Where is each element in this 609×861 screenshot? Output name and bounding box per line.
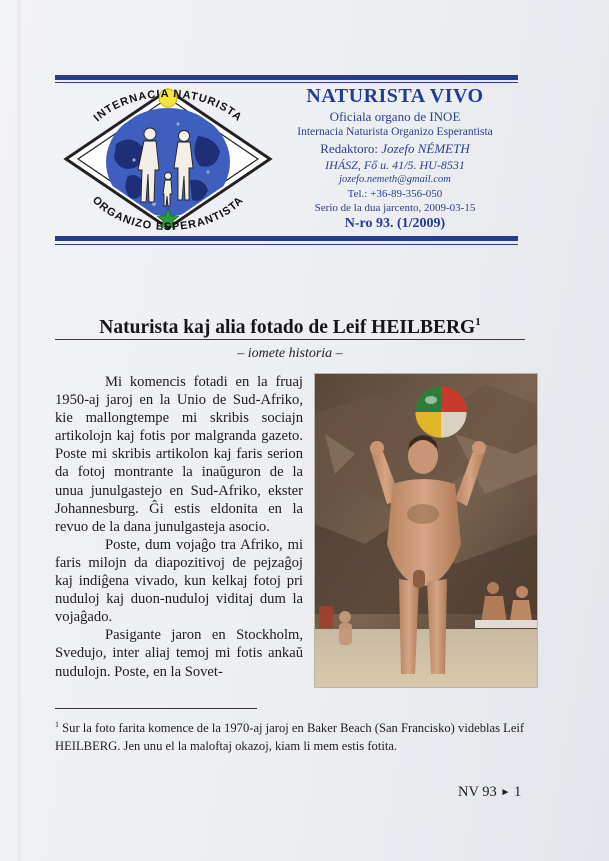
issue-number: N-ro 93. (1/2009) [344, 216, 446, 231]
publication-subtitle: Oficiala organo de INOE [329, 109, 461, 124]
organization-name: Internacia Naturista Organizo Esperantista [297, 126, 493, 138]
page-number-value: 1 [513, 784, 522, 800]
masthead-bottom-bar [55, 236, 518, 241]
editor-line [282, 140, 508, 157]
masthead-top-bar [55, 75, 518, 80]
article-footnote-marker: 1 [475, 316, 481, 328]
article-body [55, 373, 303, 681]
masthead-bottom-rule [55, 244, 518, 245]
logo-text-top: INTERNACIA NATURISTA [91, 87, 245, 125]
series-line: Serio de la dua jarcento, 2009-03-15 [314, 202, 476, 214]
editor-label: Redaktoro: [320, 141, 382, 156]
article-subtitle: – iomete historia – [237, 346, 343, 361]
article-title [55, 310, 525, 340]
footnote-rule [55, 708, 257, 709]
editor-address: IHÁSZ, Fő u. 41/5. HU-8531 [325, 158, 465, 172]
page-number [458, 783, 538, 802]
footnote [55, 716, 533, 755]
editor-phone: Tel.: +36-89-356-050 [347, 188, 443, 200]
paragraph-2: Poste, dum vojaĝo tra Afriko, mi faris milojn da diapozitivoj de pejzaĝoj kaj indiĝena vivado, kun kelkaj fotoj pri nuduloj kaj duon-nuduloj viditaj dum la vojaĝado. [55, 536, 303, 626]
masthead [282, 84, 508, 233]
editor-email: jozefo.nemeth@gmail.com [339, 174, 451, 185]
logo-text-bottom: ORGANIZO ESPERANTISTA [89, 194, 247, 233]
footnote-marker: 1 [55, 720, 59, 729]
footnote-text: Sur la foto farita komence de la 1970-aj jaroj en Baker Beach (San Francisko) videblas Leif HEILBERG. Jen unu el la maloftaj okazoj, kiam li mem estis fotita. [55, 721, 525, 754]
title-rule [55, 339, 525, 340]
inoe-logo [58, 84, 278, 234]
paragraph-3: Pasigante jaron en Stockholm, Svedujo, inter aliaj temoj mi fotis ankaŭ nudulojn. Poste, en la Sovet- [55, 627, 303, 680]
page-number-label: NV 93 [458, 784, 497, 800]
editor-name: Jozefo NÉMETH [381, 141, 470, 156]
publication-title: NATURISTA VIVO [306, 85, 484, 107]
page-arrow-icon: ► [500, 787, 511, 798]
page-crease [18, 0, 21, 861]
paragraph-1: Mi komencis fotadi en la fruaj 1950-aj jaroj en la Unio de Sud-Afriko, kie mallongtempe mi skribis sociajn artikolojn kaj fotis por malgranda gazeto. Poste mi skribis artikolon kaj faris serion da fotoj montrante la inaŭguron de la unua junulgastejo en Sud-Afriko, ekster Johannesburg. Ĝi estis eldonita en la revuo de la dana junulgasteja asocio. [55, 374, 303, 535]
article-photo [314, 373, 538, 688]
masthead-top-rule [55, 82, 518, 83]
article-title-text: Naturista kaj alia fotado de Leif HEILBERG [99, 317, 476, 338]
